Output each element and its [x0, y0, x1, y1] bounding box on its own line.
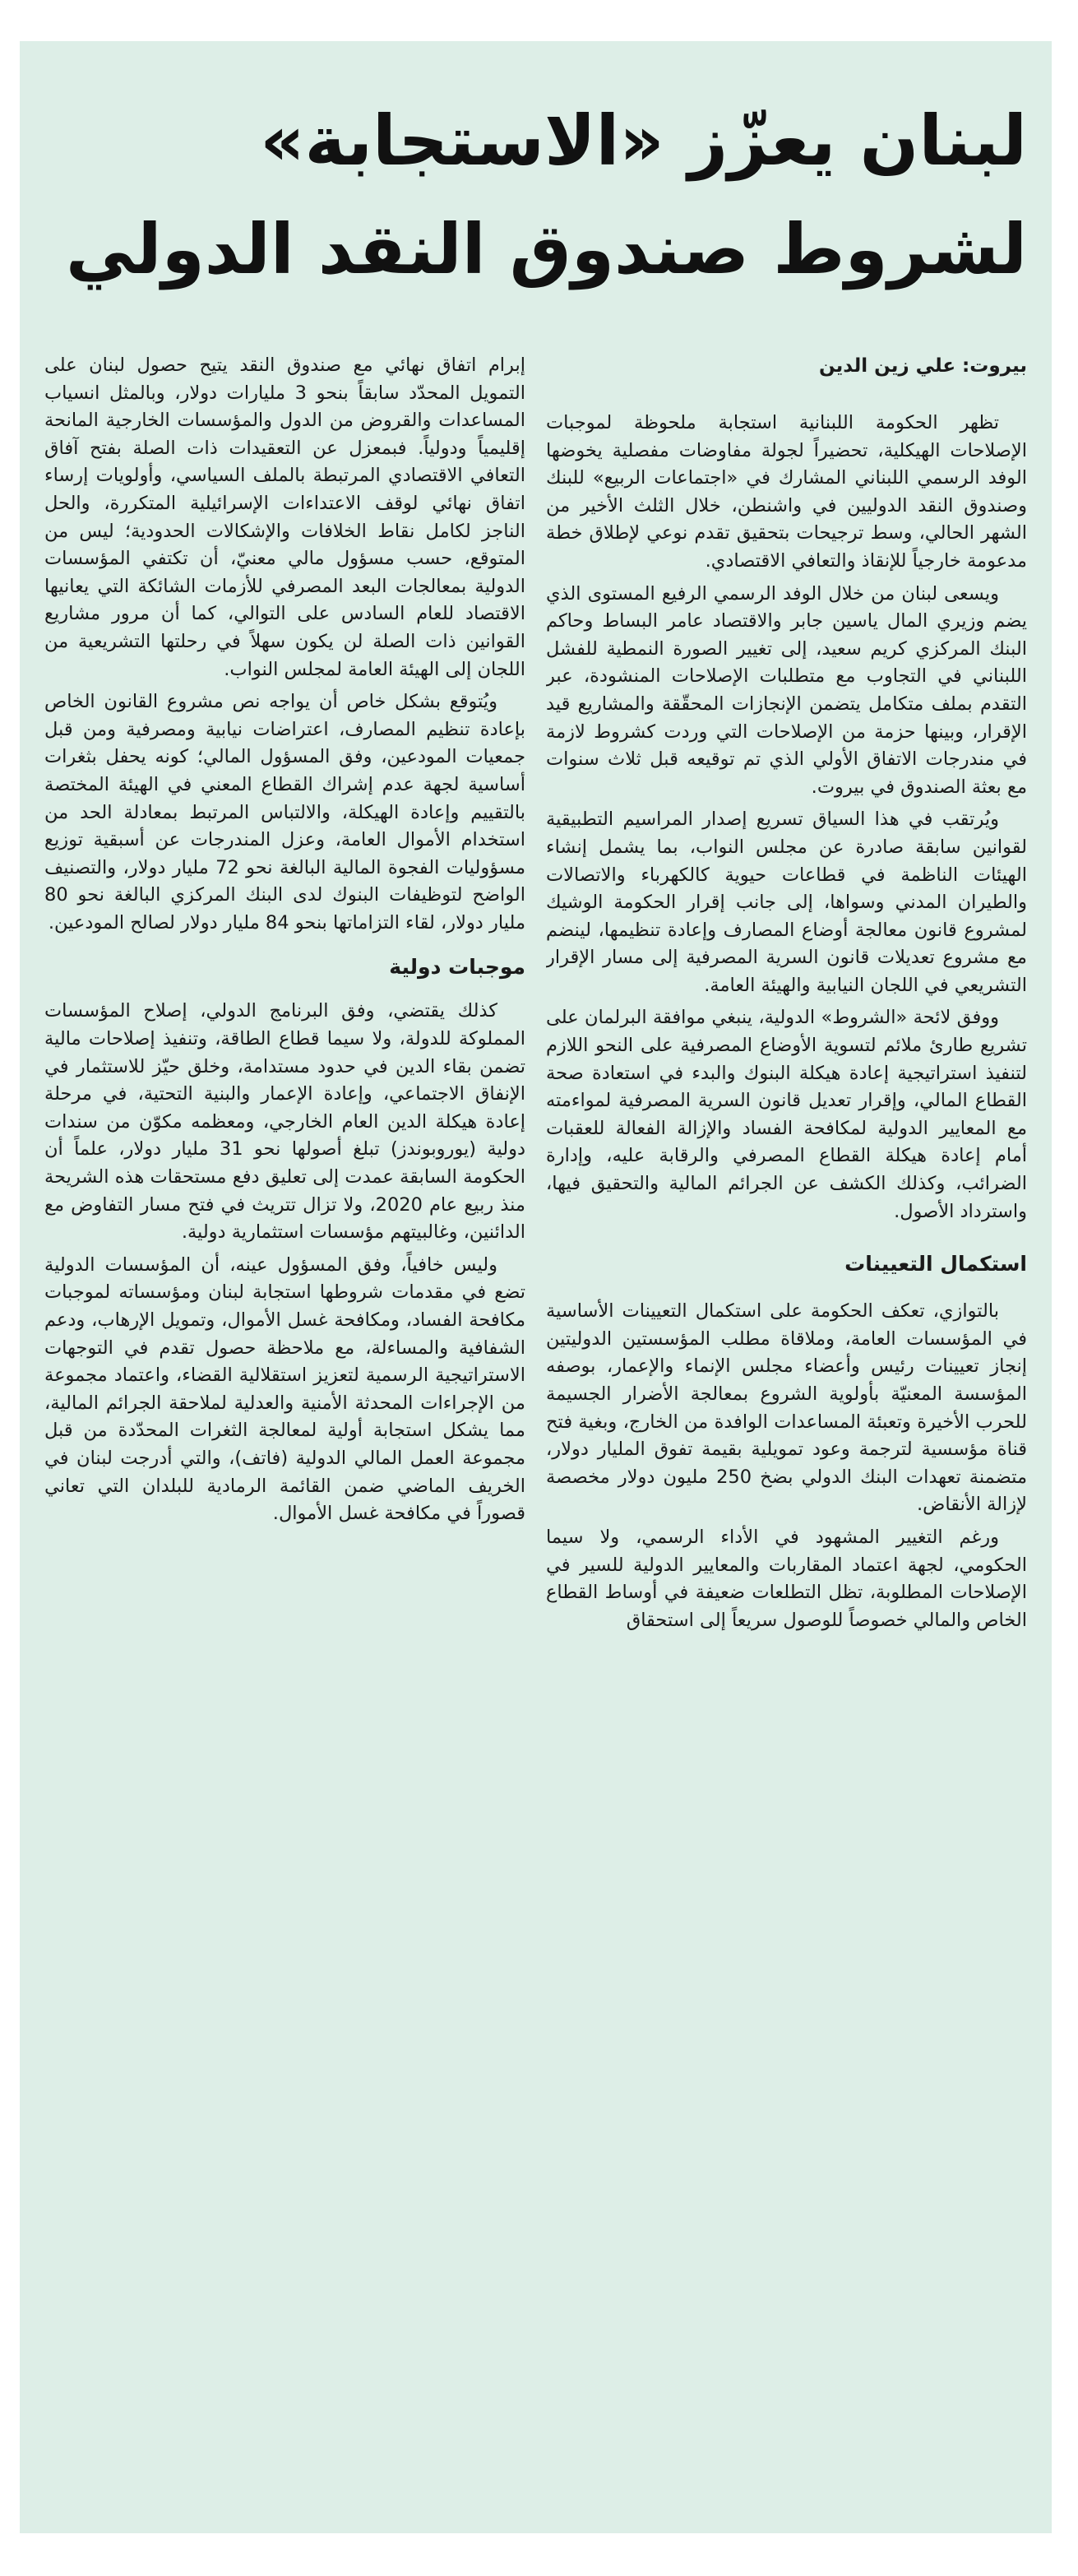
headline-line-1: لبنان يعزّز «الاستجابة»	[260, 100, 1027, 181]
paragraph: تظهر الحكومة اللبنانية استجابة ملحوظة لموجبات الإصلاحات الهيكلية، تحضيراً لجولة مفاوضات مفصلية يخوضها الوفد الرسمي اللبناني المشارك في «اجتماعات الربيع» للبنك وصندوق النقد الدوليين في واشنطن، خلال الثلث الأخير من الشهر الحالي، وسط ترجيحات بتحقيق تقدم نوعي لإطلاق خطة مدعومة خارجياً للإنقاذ والتعافي الاقتصادي.	[546, 412, 1027, 572]
paragraph: إبرام اتفاق نهائي مع صندوق النقد يتيح حصول لبنان على التمويل المحدّد سابقاً بنحو 3 مليارات دولار، وبالمثل انسياب المساعدات والقروض من الدول والمؤسسات الخارجية المانحة إقليمياً ودولياً. فبمعزل عن التعقيدات ذات الصلة بفتح آفاق التعافي الاقتصادي المرتبطة بالملف السياسي، وأولويات إرساء اتفاق نهائي لوقف الاعتداءات الإسرائيلية المتكررة، والحل الناجز لكامل نقاط الخلافات والإشكالات الحدودية؛ ليس من المتوقع، حسب مسؤول مالي معنيّ، أن تكتفي المؤسسات الدولية بمعالجات البعد المصرفي للأزمات الشائكة التي يعانيها الاقتصاد للعام السادس على التوالي، كما أن مرور مشاريع القوانين ذات الصلة لن يكون سهلاً في رحلتها التشريعية من اللجان إلى الهيئة العامة لمجلس النواب.	[44, 354, 525, 680]
paragraph: ويُرتقب في هذا السياق تسريع إصدار المراسيم التطبيقية لقوانين سابقة صادرة عن مجلس النواب، بما يشمل إنشاء الهيئات الناظمة في قطاعات حيوية كالكهرباء والاتصالات والطيران المدني وسواها، إلى جانب إقرار الحكومة الوشيك لمشروع قانون معالجة أوضاع المصارف وإعادة تنظيمها، لينضم مع مشروع تعديلات قانون السرية المصرفية إلى مسار الإقرار التشريعي في اللجان النيابية والهيئة العامة.	[546, 808, 1027, 996]
paragraph: ووفق لائحة «الشروط» الدولية، ينبغي موافقة البرلمان على تشريع طارئ ملائم لتسوية الأوضاع المصرفية على النحو اللازم لتنفيذ استراتيجية إعادة هيكلة البنوك والبدء في استعادة صحة القطاع المالي، وإقرار تعديل قانون السرية المصرفية لمواءمته مع المعايير الدولية لمكافحة الفساد والإزالة الفعالة للعقبات أمام إعادة هيكلة القطاع المصرفي والرقابة عليه، وإدارة الضرائب، وكذلك الكشف عن الجرائم المالية والتحقيق فيها، واسترداد الأصول.	[546, 1007, 1027, 1222]
paragraph: ورغم التغيير المشهود في الأداء الرسمي، ولا سيما الحكومي، لجهة اعتماد المقاربات والمعايير الدولية للسير في الإصلاحات المطلوبة، تظل التطلعات ضعيفة في أوساط القطاع الخاص والمالي خصوصاً للوصول سريعاً إلى استحقاق	[546, 1526, 1027, 1631]
byline: بيروت: علي زين الدين	[818, 355, 1027, 377]
newspaper-page	[20, 41, 1052, 2533]
paragraph: ويُتوقع بشكل خاص أن يواجه نص مشروع القانون الخاص بإعادة تنظيم المصارف، اعتراضات نيابية ومصرفية ومن قبل جمعيات المودعين، وفق المسؤول المالي؛ كونه يحفل بثغرات أساسية لجهة عدم إشراك القطاع المعني في الهيئة المختصة بالتقييم وإعادة الهيكلة، والالتباس المرتبط بمعادلة الحد من استخدام الأموال العامة، وعزل المندرجات عن أسبقية توزيع مسؤوليات الفجوة المالية البالغة نحو 72 مليار دولار، والتصنيف الواضح لتوظيفات البنوك لدى البنك المركزي البالغة نحو 80 مليار دولار، لقاء التزاماتها بنحو 84 مليار دولار لصالح المودعين.	[44, 691, 525, 934]
paragraph: وليس خافياً، وفق المسؤول عينه، أن المؤسسات الدولية تضع في مقدمات شروطها استجابة لبنان ومؤسساته لموجبات مكافحة الفساد، ومكافحة غسل الأموال، وتمويل الإرهاب، ودعم الشفافية والمساءلة، مع ملاحظة حصول تقدم في التوجهات الاستراتيجية الرسمية لتعزيز استقلالية القضاء، واعتماد مجموعة من الإجراءات المحدثة الأمنية والعدلية لملاحقة الجرائم المالية، مما يشكل استجابة أولية لمعالجة الثغرات المحدّدة من قبل مجموعة العمل المالي الدولية (فاتف)، والتي أدرجت لبنان في الخريف الماضي ضمن القائمة الرمادية للبلدان التي تعاني قصوراً في مكافحة غسل الأموال.	[44, 1253, 525, 1525]
headline-line-2: لشروط صندوق النقد الدولي	[66, 209, 1027, 290]
paragraph: بالتوازي، تعكف الحكومة على استكمال التعيينات الأساسية في المؤسسات العامة، وملاقاة مطلب المؤسستين الدوليتين إنجاز تعيينات رئيس وأعضاء مجلس الإنماء والإعمار، بوصفه المؤسسة المعنيّة بأولوية الشروع بمعالجة الأضرار الجسيمة للحرب الأخيرة وتعبئة المساعدات الوافدة من الخارج، وبغية فتح قناة مؤسسية لترجمة وعود تمويلية بقيمة تفوق المليار دولار، متضمنة تعهدات البنك الدولي بضخ 250 مليون دولار مخصصة لإزالة الأنقاض.	[546, 1300, 1027, 1516]
article-column-right	[546, 352, 1027, 2523]
article-column-left	[44, 352, 525, 2523]
section-subheading: استكمال التعيينات	[844, 1252, 1027, 1276]
paragraph: ويسعى لبنان من خلال الوفد الرسمي الرفيع المستوى الذي يضم وزيري المال ياسين جابر والاقتصاد عامر البساط وحاكم البنك المركزي كريم سعيد، إلى تغيير الصورة النمطية للفشل اللبناني في التجاوب مع متطلبات الإصلاحات المنشودة، عبر التقدم بملف متكامل يتضمن الإنجازات المحقّقة والمشاريع قيد الإقرار، وبينها حزمة من الإصلاحات التي وردت كشروط لازمة في مندرجات الاتفاق الأولي الذي تم توقيعه قبل ثلاث سنوات مع بعثة الصندوق في بيروت.	[546, 582, 1027, 798]
headline	[66, 86, 1027, 303]
section-subheading: موجبات دولية	[389, 955, 525, 980]
paragraph: كذلك يقتضي، وفق البرنامج الدولي، إصلاح المؤسسات المملوكة للدولة، ولا سيما قطاع الطاقة، وتنفيذ إصلاحات مالية تضمن بقاء الدين في حدود مستدامة، وخلق حيّز للاستثمار في الإنفاق الاجتماعي، وإعادة الإعمار والبنية التحتية، في مرحلة إعادة هيكلة الدين العام الخارجي، ومعظمه مكوّن من سندات دولية (يوروبوندز) تبلغ أصولها نحو 31 مليار دولار، علماً أن الحكومة السابقة عمدت إلى تعليق دفع مستحقات هذه الشريحة منذ ربيع عام 2020، ولا تزال تتريث في فتح مسار التفاوض مع الدائنين، وغالبيتهم مؤسسات استثمارية دولية.	[44, 1000, 525, 1244]
